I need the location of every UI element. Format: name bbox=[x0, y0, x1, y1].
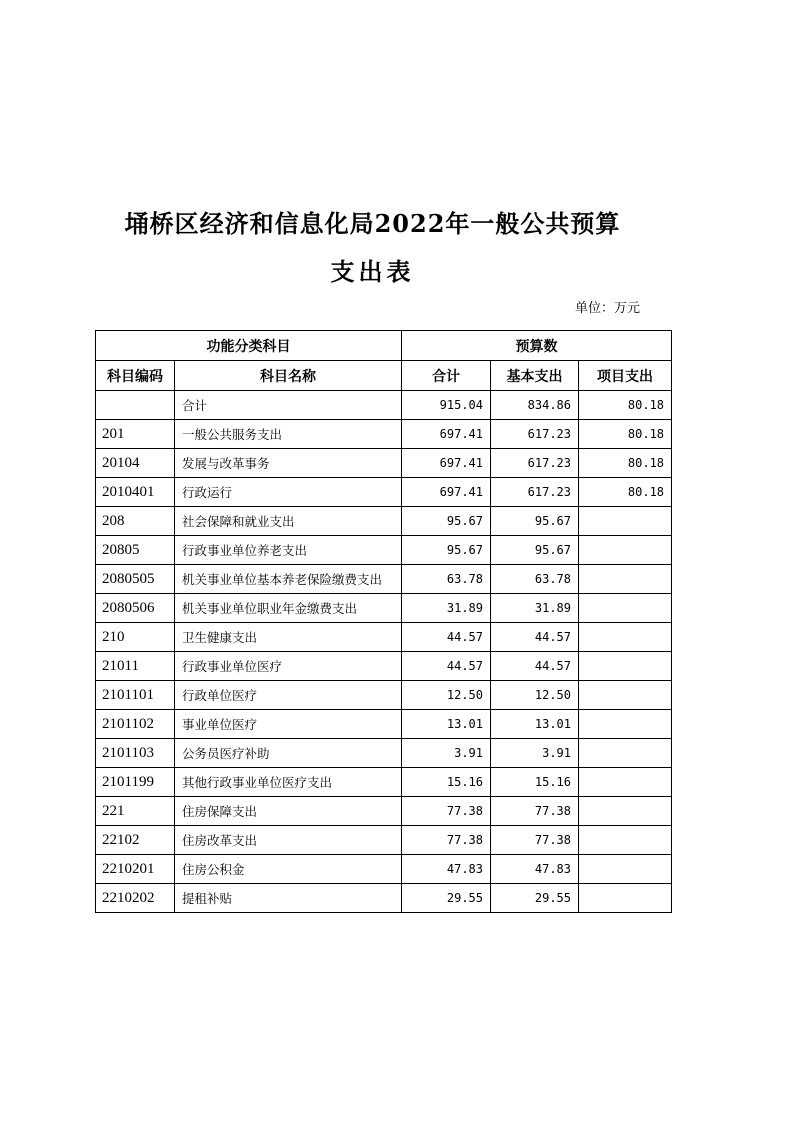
table-row bbox=[96, 855, 672, 884]
cell-project bbox=[579, 884, 672, 913]
table-row bbox=[96, 739, 672, 768]
unit-label: 单位：万元 bbox=[575, 301, 641, 316]
cell-project bbox=[579, 855, 672, 884]
cell-code: 2101103 bbox=[96, 739, 175, 768]
cell-project: 80.18 bbox=[579, 478, 672, 507]
cell-name: 机关事业单位职业年金缴费支出 bbox=[175, 594, 402, 623]
cell-basic: 617.23 bbox=[491, 449, 579, 478]
budget-table bbox=[95, 330, 672, 913]
cell-project: 80.18 bbox=[579, 449, 672, 478]
page-subtitle: 支出表 bbox=[330, 257, 415, 286]
cell-project bbox=[579, 565, 672, 594]
cell-basic: 63.78 bbox=[491, 565, 579, 594]
cell-project bbox=[579, 826, 672, 855]
cell-basic: 44.57 bbox=[491, 652, 579, 681]
cell-name: 住房改革支出 bbox=[175, 826, 402, 855]
cell-project: 80.18 bbox=[579, 420, 672, 449]
table-row bbox=[96, 768, 672, 797]
cell-basic: 12.50 bbox=[491, 681, 579, 710]
cell-total: 95.67 bbox=[402, 507, 491, 536]
cell-total: 12.50 bbox=[402, 681, 491, 710]
cell-total: 63.78 bbox=[402, 565, 491, 594]
table-row bbox=[96, 565, 672, 594]
table-body bbox=[96, 391, 672, 913]
cell-name: 提租补贴 bbox=[175, 884, 402, 913]
cell-basic: 3.91 bbox=[491, 739, 579, 768]
cell-total: 77.38 bbox=[402, 797, 491, 826]
cell-name: 行政单位医疗 bbox=[175, 681, 402, 710]
cell-code: 21011 bbox=[96, 652, 175, 681]
cell-total: 697.41 bbox=[402, 420, 491, 449]
cell-code: 2210202 bbox=[96, 884, 175, 913]
header-budget-group: 预算数 bbox=[402, 331, 672, 361]
cell-name: 合计 bbox=[175, 391, 402, 420]
table-row bbox=[96, 536, 672, 565]
cell-total: 915.04 bbox=[402, 391, 491, 420]
cell-name: 一般公共服务支出 bbox=[175, 420, 402, 449]
cell-total: 44.57 bbox=[402, 652, 491, 681]
cell-basic: 95.67 bbox=[491, 507, 579, 536]
cell-name: 公务员医疗补助 bbox=[175, 739, 402, 768]
cell-name: 事业单位医疗 bbox=[175, 710, 402, 739]
cell-project bbox=[579, 739, 672, 768]
table-row bbox=[96, 391, 672, 420]
header-function-group: 功能分类科目 bbox=[96, 331, 402, 361]
cell-project bbox=[579, 797, 672, 826]
header-row-columns bbox=[96, 361, 672, 391]
cell-total: 697.41 bbox=[402, 449, 491, 478]
cell-project bbox=[579, 768, 672, 797]
cell-basic: 29.55 bbox=[491, 884, 579, 913]
cell-total: 95.67 bbox=[402, 536, 491, 565]
cell-code: 2080505 bbox=[96, 565, 175, 594]
cell-total: 13.01 bbox=[402, 710, 491, 739]
table-row bbox=[96, 623, 672, 652]
cell-name: 社会保障和就业支出 bbox=[175, 507, 402, 536]
cell-code: 221 bbox=[96, 797, 175, 826]
cell-code: 20805 bbox=[96, 536, 175, 565]
table-row bbox=[96, 507, 672, 536]
cell-code: 2101102 bbox=[96, 710, 175, 739]
header-total: 合计 bbox=[402, 361, 491, 391]
cell-total: 47.83 bbox=[402, 855, 491, 884]
cell-code: 2101199 bbox=[96, 768, 175, 797]
cell-code: 2080506 bbox=[96, 594, 175, 623]
cell-code: 22102 bbox=[96, 826, 175, 855]
table-row bbox=[96, 826, 672, 855]
cell-name: 住房公积金 bbox=[175, 855, 402, 884]
table-row bbox=[96, 594, 672, 623]
cell-total: 15.16 bbox=[402, 768, 491, 797]
cell-code bbox=[96, 391, 175, 420]
table-row bbox=[96, 884, 672, 913]
table-row bbox=[96, 420, 672, 449]
table-row bbox=[96, 710, 672, 739]
cell-code: 2210201 bbox=[96, 855, 175, 884]
cell-project bbox=[579, 623, 672, 652]
cell-project: 80.18 bbox=[579, 391, 672, 420]
cell-basic: 77.38 bbox=[491, 826, 579, 855]
cell-basic: 617.23 bbox=[491, 478, 579, 507]
cell-name: 行政运行 bbox=[175, 478, 402, 507]
cell-total: 44.57 bbox=[402, 623, 491, 652]
cell-basic: 95.67 bbox=[491, 536, 579, 565]
cell-total: 3.91 bbox=[402, 739, 491, 768]
cell-basic: 834.86 bbox=[491, 391, 579, 420]
header-name: 科目名称 bbox=[175, 361, 402, 391]
cell-project bbox=[579, 652, 672, 681]
cell-code: 2010401 bbox=[96, 478, 175, 507]
header-project: 项目支出 bbox=[579, 361, 672, 391]
table-row bbox=[96, 797, 672, 826]
cell-project bbox=[579, 710, 672, 739]
cell-project bbox=[579, 536, 672, 565]
header-row-group bbox=[96, 331, 672, 361]
cell-basic: 15.16 bbox=[491, 768, 579, 797]
cell-total: 697.41 bbox=[402, 478, 491, 507]
cell-basic: 47.83 bbox=[491, 855, 579, 884]
table-row bbox=[96, 681, 672, 710]
cell-name: 发展与改革事务 bbox=[175, 449, 402, 478]
header-code: 科目编码 bbox=[96, 361, 175, 391]
cell-name: 行政事业单位医疗 bbox=[175, 652, 402, 681]
table-row bbox=[96, 652, 672, 681]
cell-name: 卫生健康支出 bbox=[175, 623, 402, 652]
header-basic: 基本支出 bbox=[491, 361, 579, 391]
cell-basic: 77.38 bbox=[491, 797, 579, 826]
cell-code: 210 bbox=[96, 623, 175, 652]
cell-name: 机关事业单位基本养老保险缴费支出 bbox=[175, 565, 402, 594]
cell-project bbox=[579, 681, 672, 710]
cell-total: 29.55 bbox=[402, 884, 491, 913]
page-title: 埇桥区经济和信息化局2022年一般公共预算 bbox=[124, 209, 621, 238]
cell-basic: 617.23 bbox=[491, 420, 579, 449]
cell-project bbox=[579, 594, 672, 623]
cell-total: 77.38 bbox=[402, 826, 491, 855]
cell-name: 行政事业单位养老支出 bbox=[175, 536, 402, 565]
cell-total: 31.89 bbox=[402, 594, 491, 623]
cell-project bbox=[579, 507, 672, 536]
cell-name: 住房保障支出 bbox=[175, 797, 402, 826]
cell-code: 2101101 bbox=[96, 681, 175, 710]
table-row bbox=[96, 449, 672, 478]
cell-basic: 44.57 bbox=[491, 623, 579, 652]
cell-basic: 13.01 bbox=[491, 710, 579, 739]
cell-code: 208 bbox=[96, 507, 175, 536]
table-row bbox=[96, 478, 672, 507]
cell-code: 201 bbox=[96, 420, 175, 449]
cell-code: 20104 bbox=[96, 449, 175, 478]
cell-name: 其他行政事业单位医疗支出 bbox=[175, 768, 402, 797]
cell-basic: 31.89 bbox=[491, 594, 579, 623]
